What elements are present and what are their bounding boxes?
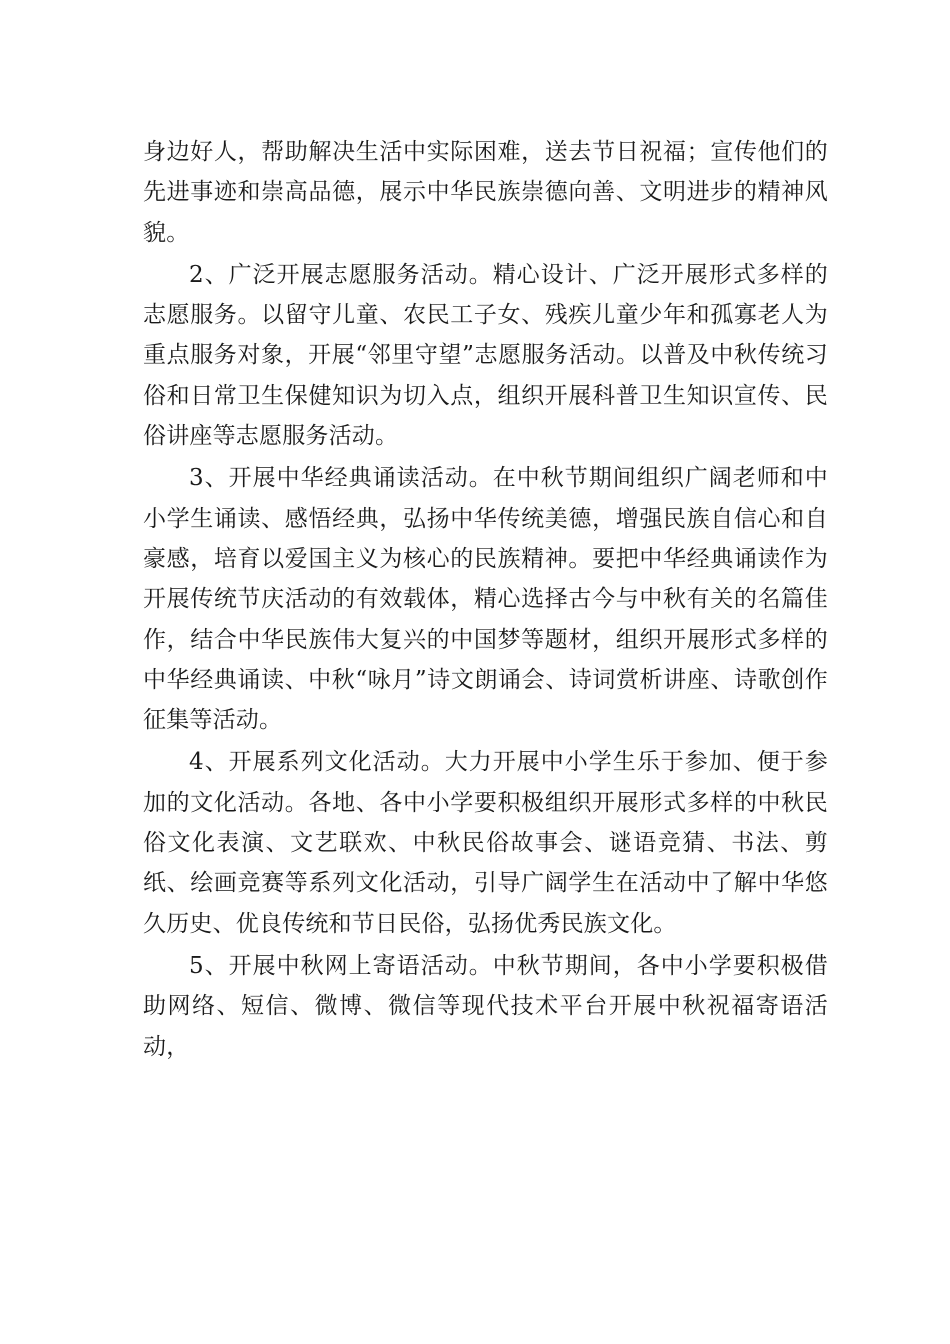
- paragraph-continuation: 身边好人，帮助解决生活中实际困难，送去节日祝福；宣传他们的先进事迹和崇高品德，展示中华民族崇德向善、文明进步的精神风貌。: [143, 139, 828, 246]
- document-page: [143, 132, 828, 1069]
- paragraph-volunteer-service: 2、广泛开展志愿服务活动。精心设计、广泛开展形式多样的志愿服务。以留守儿童、农民工子女、残疾儿童少年和孤寡老人为重点服务对象，开展“邻里守望”志愿服务活动。以普及中秋传统习俗和日常卫生保健知识为切入点，组织开展科普卫生知识宣传、民俗讲座等志愿服务活动。: [143, 261, 828, 450]
- paragraph-cultural-activities: 4、开展系列文化活动。大力开展中小学生乐于参加、便于参加的文化活动。各地、各中小学要积极组织开展形式多样的中秋民俗文化表演、文艺联欢、中秋民俗故事会、谜语竞猜、书法、剪纸、绘画竞赛等系列文化活动，引导广阔学生在活动中了解中华悠久历史、优良传统和节日民俗，弘扬优秀民族文化。: [143, 749, 828, 937]
- paragraph-classics-reading: 3、开展中华经典诵读活动。在中秋节期间组织广阔老师和中小学生诵读、感悟经典，弘扬中华传统美德，增强民族自信心和自豪感，培育以爱国主义为核心的民族精神。要把中华经典诵读作为开展传统节庆活动的有效载体，精心选择古今与中秋有关的名篇佳作，结合中华民族伟大复兴的中国梦等题材，组织开展形式多样的中华经典诵读、中秋“咏月”诗文朗诵会、诗词赏析讲座、诗歌创作征集等活动。: [143, 465, 828, 734]
- paragraph-online-greetings: 5、开展中秋网上寄语活动。中秋节期间，各中小学要积极借助网络、短信、微博、微信等现代技术平台开展中秋祝福寄语活动，: [143, 952, 828, 1060]
